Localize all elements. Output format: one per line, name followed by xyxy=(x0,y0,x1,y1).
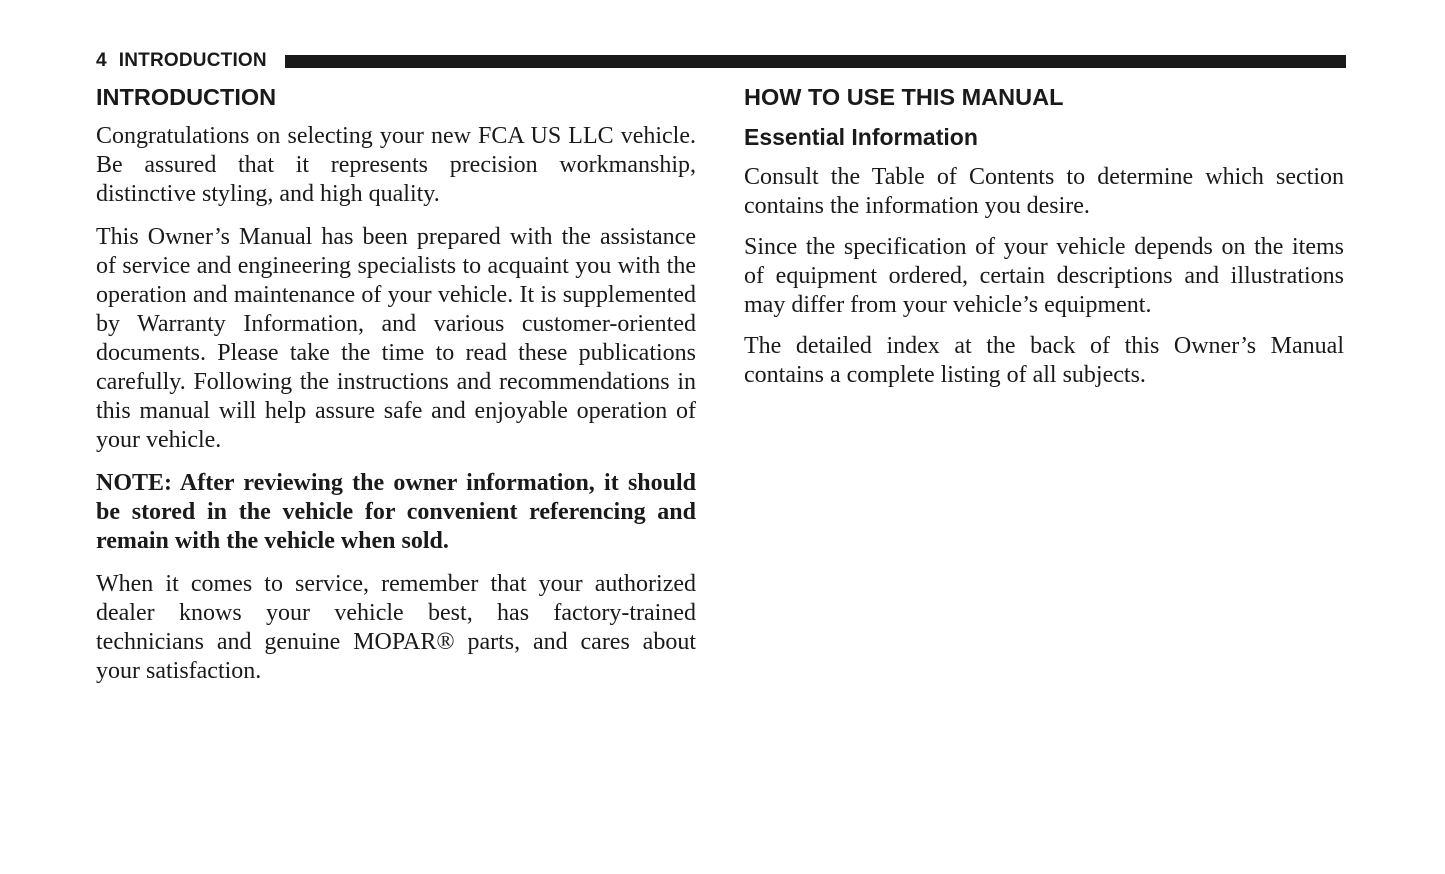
note-paragraph: NOTE: After reviewing the owner information, it should be stored in the vehicle for convenient referencing and remain with the vehicle when sold. xyxy=(96,470,696,554)
page-number: 4 xyxy=(96,50,107,71)
header-section-title: INTRODUCTION xyxy=(118,50,267,71)
introduction-heading: INTRODUCTION xyxy=(96,84,277,110)
running-header xyxy=(96,50,1346,72)
paragraph-service: When it comes to service, remember that your authorized dealer knows your vehicle best, has factory-trained technicians and genuine MOPAR® parts, and cares about your satisfaction. xyxy=(96,571,696,684)
paragraph-manual-purpose: This Owner’s Manual has been prepared with the assistance of service and engineering specialists to acquaint you with the operation and maintenance of your vehicle. It is supplemented by Warranty Information, and various customer-oriented documents. Please take the time to read these publications carefully. Following the instructions and recommendations in this manual will help assure safe and enjoyable operation of your vehicle. xyxy=(96,224,696,453)
how-to-use-heading: HOW TO USE THIS MANUAL xyxy=(744,84,1064,110)
paragraph-table-of-contents: Consult the Table of Contents to determine which section contains the information you desire. xyxy=(744,164,1344,219)
left-column xyxy=(96,82,696,700)
essential-information-subheading: Essential Information xyxy=(744,124,978,150)
right-column xyxy=(744,82,1344,402)
paragraph-index: The detailed index at the back of this Owner’s Manual contains a complete listing of all subjects. xyxy=(744,333,1344,388)
paragraph-congratulations: Congratulations on selecting your new FCA US LLC vehicle. Be assured that it represents precision workmanship, distinctive styling, and high quality. xyxy=(96,123,696,207)
paragraph-specification: Since the specification of your vehicle depends on the items of equipment ordered, certain descriptions and illustrations may differ from your vehicle’s equipment. xyxy=(744,234,1344,318)
header-rule xyxy=(285,55,1346,68)
